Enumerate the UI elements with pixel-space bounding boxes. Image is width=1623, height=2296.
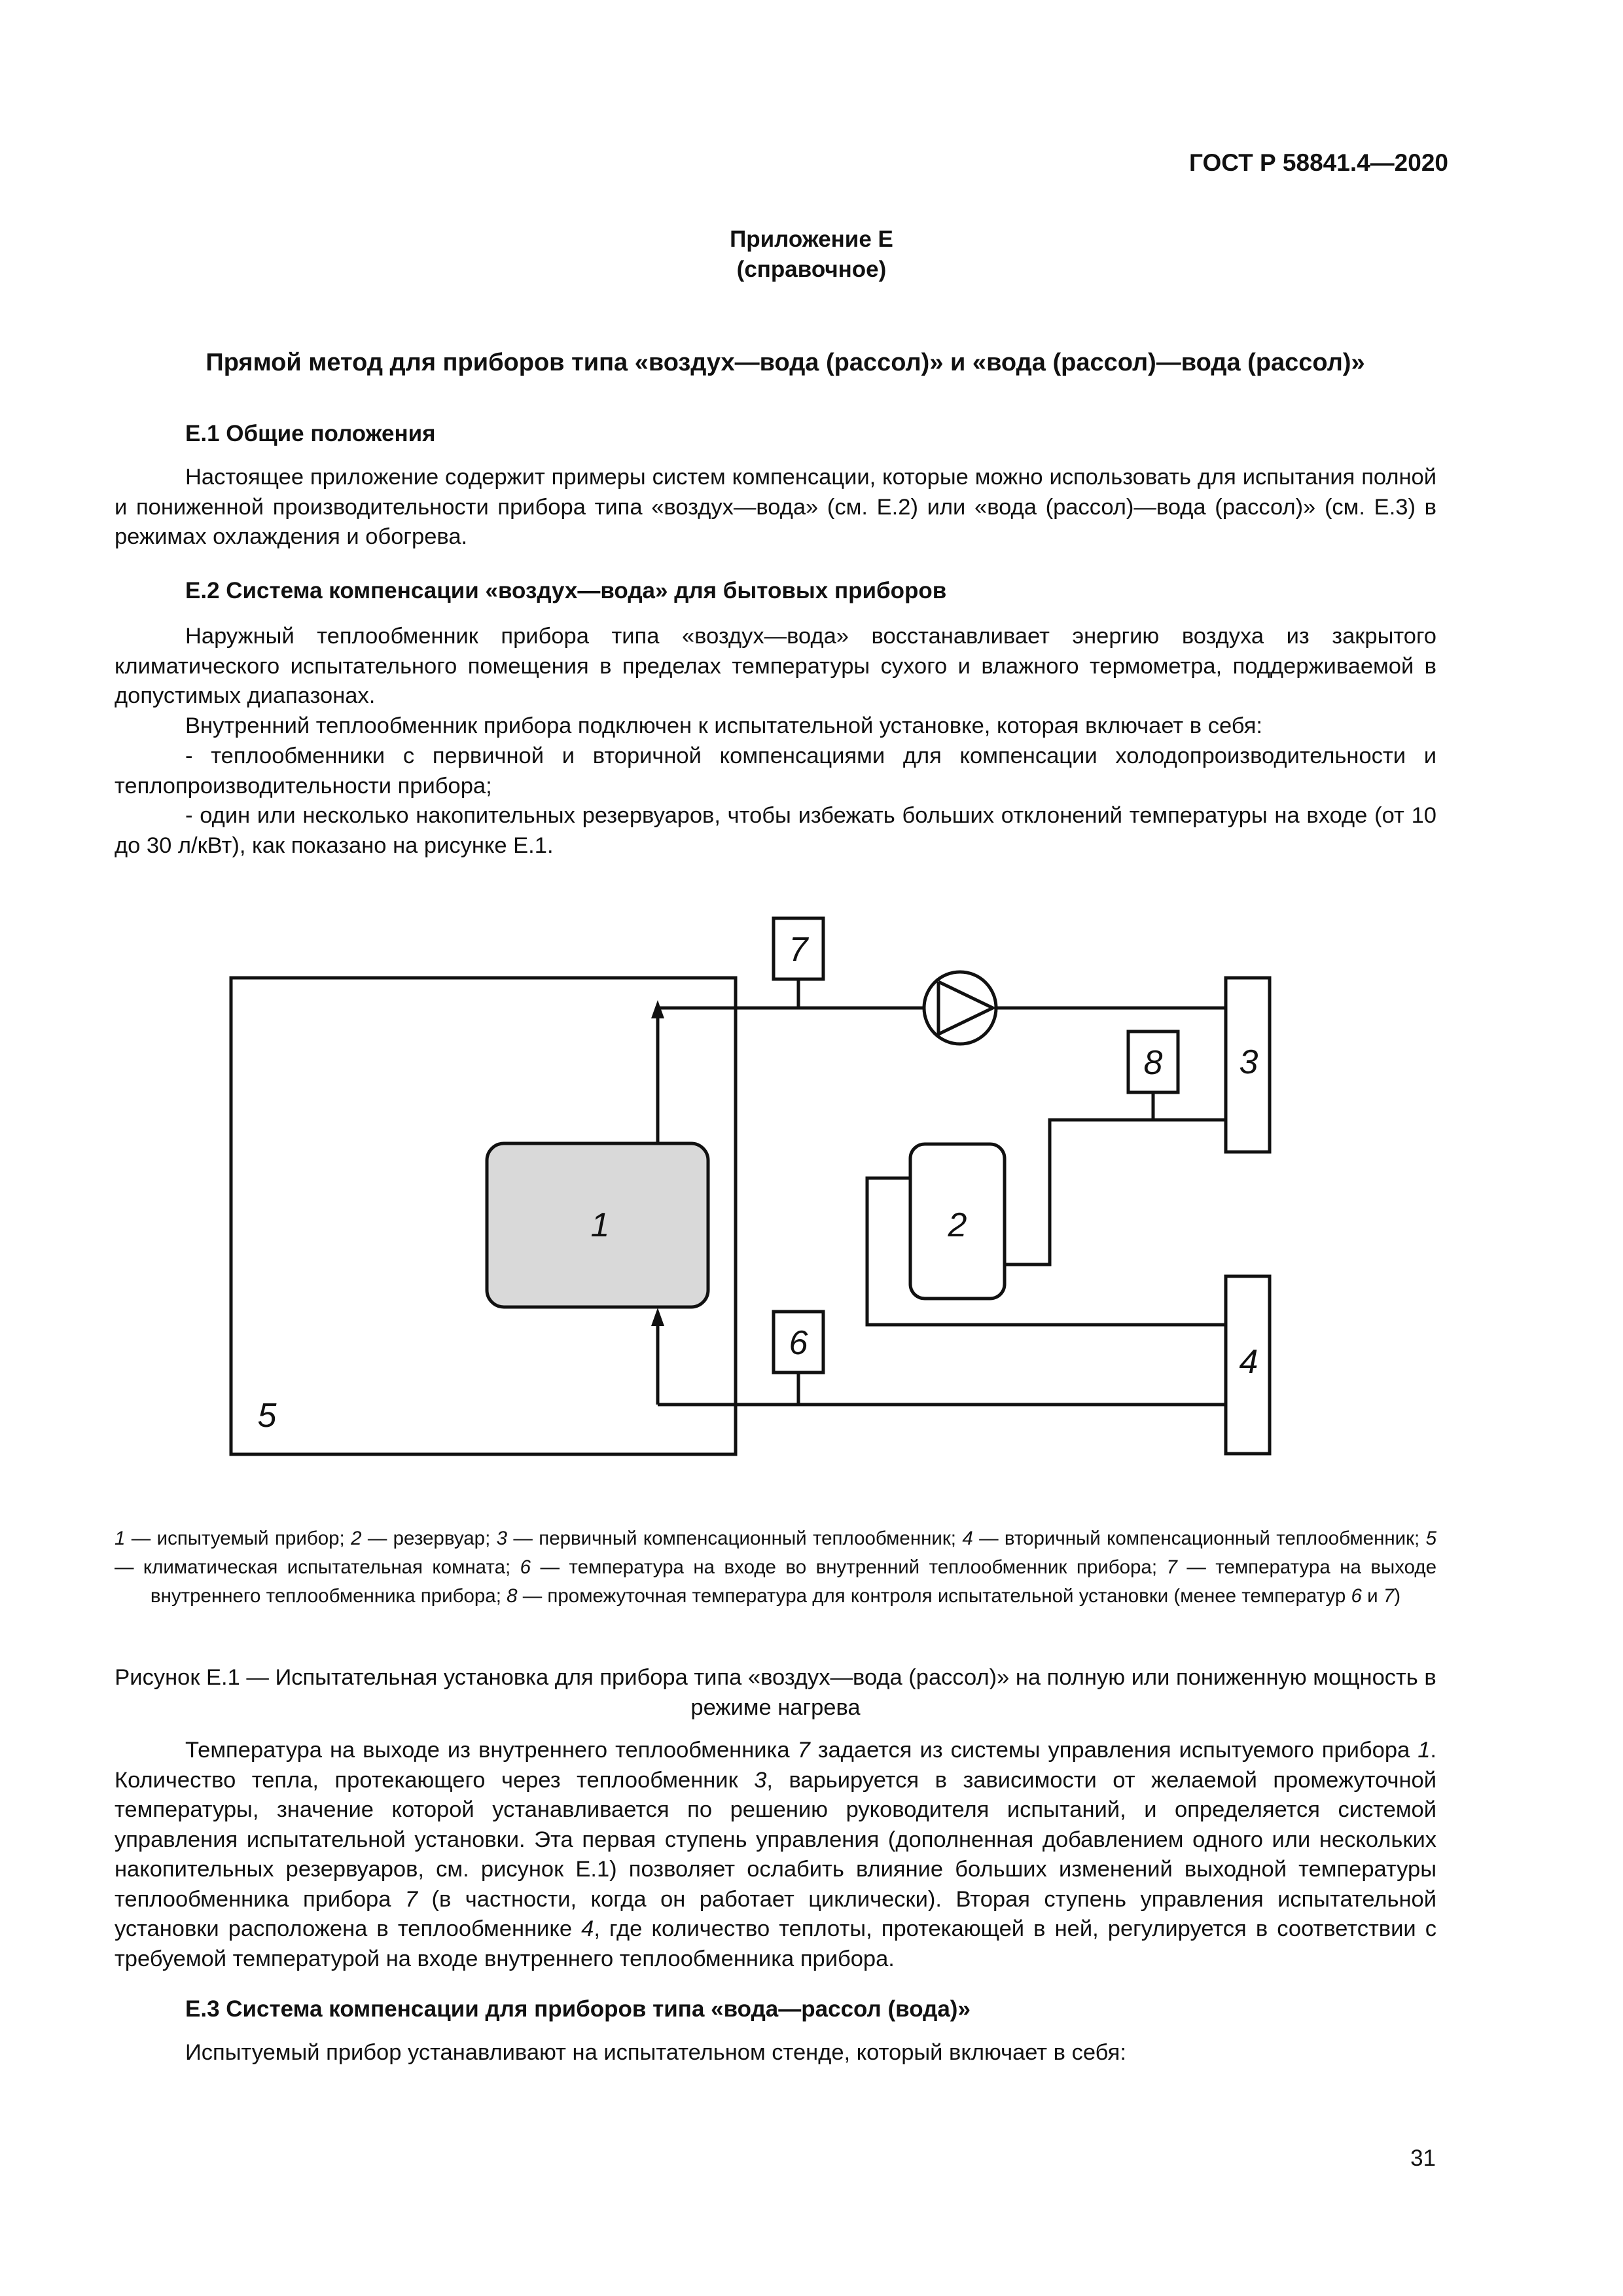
text-run: . Количество тепла, протекающего через теплообменник bbox=[115, 1738, 1436, 1793]
section-e2-heading: Е.2 Система компенсации «воздух—вода» для бытовых приборов bbox=[185, 578, 947, 603]
legend-num: 4 bbox=[962, 1528, 973, 1549]
legend-text: — вторичный компенсационный теплообменник; bbox=[972, 1528, 1426, 1549]
tank-to-secondary-pipe bbox=[867, 1178, 1226, 1325]
text-run: , где количество теплоты, протекающей в ней, регулируется в соответствии с требуемой температурой на входе внутреннего теплообменника прибора. bbox=[115, 1916, 1436, 1971]
legend-num: 2 bbox=[351, 1528, 362, 1549]
label-2: 2 bbox=[948, 1206, 967, 1244]
section-e1-paragraph: Настоящее приложение содержит примеры систем компенсации, которые можно использовать для испытания полной и пониженной производительности прибора типа «воздух—вода» (см. Е.2) или «вода (рассол)—вода (рассол)» (см. Е.3) в режимах охлаждения и обогрева. bbox=[115, 465, 1436, 549]
legend-num: 8 bbox=[507, 1585, 518, 1607]
legend-and: и bbox=[1361, 1585, 1383, 1607]
ref-italic: 7 bbox=[797, 1738, 810, 1763]
ref-italic: 3 bbox=[754, 1767, 767, 1793]
label-5: 5 bbox=[257, 1397, 277, 1435]
text-run: (в частности, когда он работает циклически). Вторая ступень управления испытательной установки расположена в теплообменнике bbox=[115, 1886, 1436, 1941]
intermediate-pipe bbox=[1005, 1120, 1226, 1265]
section-e2-p1: Наружный теплообменник прибора типа «воздух—вода» восстанавливает энергию воздуха из закрытого климатического испытательного помещения в пределах температуры сухого и влажного термометра, поддерживаемой в допустимых диапазонах. bbox=[115, 624, 1436, 708]
legend-text: — промежуточная температура для контроля испытательной установки (менее температур bbox=[517, 1585, 1351, 1607]
pump-triangle-icon bbox=[938, 982, 993, 1034]
legend-text: — резервуар; bbox=[361, 1528, 497, 1549]
legend-num: 7 bbox=[1166, 1556, 1177, 1578]
section-e2-p3: - теплообменники с первичной и вторичной компенсациями для компенсации холодопроизводительности и теплопроизводительности прибора; bbox=[115, 744, 1436, 798]
figure-caption: Рисунок Е.1 — Испытательная установка для прибора типа «воздух—вода (рассол)» на полную или пониженную мощность в режиме нагрева bbox=[115, 1665, 1436, 1720]
legend-num: 1 bbox=[115, 1528, 126, 1549]
inlet-arrow-icon bbox=[651, 1308, 664, 1326]
figure-legend bbox=[115, 1524, 1436, 1611]
legend-close: ) bbox=[1394, 1585, 1401, 1607]
label-7: 7 bbox=[789, 931, 808, 969]
label-1: 1 bbox=[590, 1206, 610, 1244]
legend-ref-6: 6 bbox=[1351, 1585, 1362, 1607]
ref-italic: 4 bbox=[581, 1916, 594, 1941]
section-e3-heading: Е.3 Система компенсации для приборов типа «вода—рассол (вода)» bbox=[185, 1996, 971, 2022]
after-figure-paragraph bbox=[115, 1736, 1436, 1974]
section-e2-p2: Внутренний теплообменник прибора подключен к испытательной установке, которая включает в себя: bbox=[185, 713, 1263, 738]
section-e2-p4: - один или несколько накопительных резервуаров, чтобы избежать больших отклонений температуры на входе (от 10 до 30 л/кВт), как показано на рисунке Е.1. bbox=[115, 803, 1436, 858]
legend-ref-7: 7 bbox=[1383, 1585, 1395, 1607]
legend-text: — первичный компенсационный теплообменник; bbox=[507, 1528, 963, 1549]
legend-text: — испытуемый прибор; bbox=[125, 1528, 351, 1549]
pump-icon bbox=[924, 972, 996, 1044]
legend-text: — климатическая испытательная комната; bbox=[115, 1556, 520, 1578]
ref-italic: 1 bbox=[1418, 1738, 1431, 1763]
label-6: 6 bbox=[789, 1324, 808, 1362]
text-run: Температура на выходе из внутреннего теплообменника bbox=[185, 1738, 798, 1763]
legend-text: — температура на выходе внутреннего теплообменника прибора; bbox=[150, 1556, 1436, 1607]
label-8: 8 bbox=[1143, 1044, 1163, 1082]
text-run: задается из системы управления испытуемого прибора bbox=[810, 1738, 1418, 1763]
legend-num: 3 bbox=[496, 1528, 508, 1549]
text-run: , варьируется в зависимости от желаемой промежуточной температуры, значение которой устанавливается по решению руководителя испытаний, и определяется системой управления испытательной установки. Эта первая ступень управления (дополненная добавлением одного или нескольких накопительных резервуаров, см. рисунок Е.1) позволяет ослабить влияние больших изменений выходной температуры теплообменника прибора bbox=[115, 1767, 1436, 1912]
main-title: Прямой метод для приборов типа «воздух—вода (рассол)» и «вода (рассол)—вода (рассол)» bbox=[205, 349, 1365, 376]
label-4: 4 bbox=[1239, 1343, 1258, 1381]
legend-num: 6 bbox=[520, 1556, 531, 1578]
standard-id: ГОСТ Р 58841.4—2020 bbox=[1189, 149, 1448, 176]
legend-text: — температура на входе во внутренний теплообменник прибора; bbox=[531, 1556, 1167, 1578]
label-3: 3 bbox=[1239, 1043, 1258, 1081]
ref-italic: 7 bbox=[404, 1886, 418, 1912]
section-e1-heading: Е.1 Общие положения bbox=[185, 421, 436, 446]
annex-title: Приложение Е bbox=[730, 226, 893, 252]
section-e3-paragraph: Испытуемый прибор устанавливают на испытательном стенде, который включает в себя: bbox=[185, 2040, 1126, 2065]
annex-type: (справочное) bbox=[736, 257, 887, 282]
legend-num: 5 bbox=[1425, 1528, 1437, 1549]
page-number: 31 bbox=[1410, 2145, 1436, 2171]
